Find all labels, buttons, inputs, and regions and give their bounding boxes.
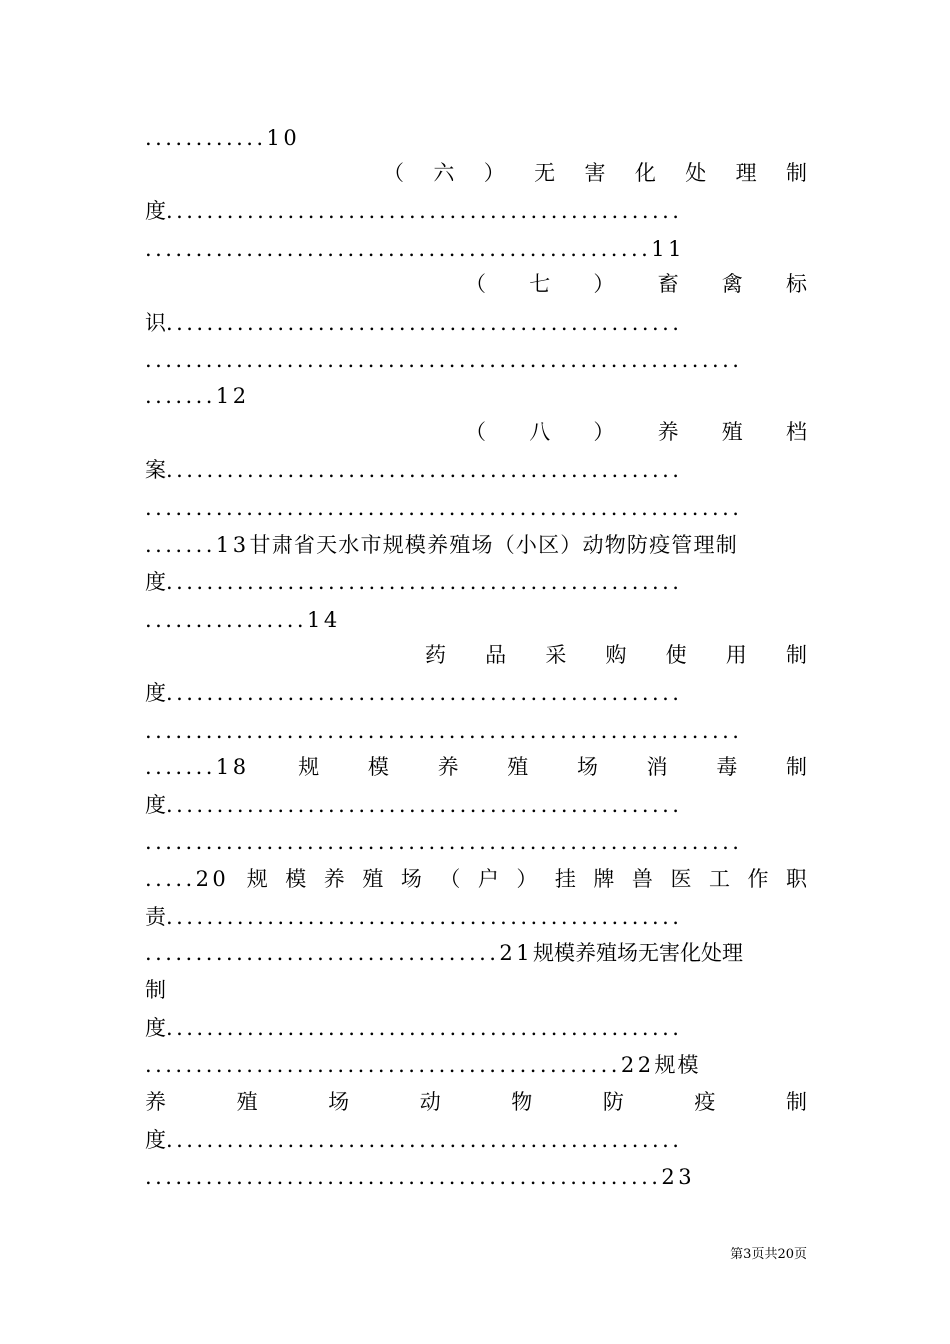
toc-entry-heading	[145, 1087, 807, 1117]
justified-row	[145, 752, 807, 782]
leader-dots: ...................................21	[145, 941, 534, 965]
toc-entry-title: 规模养殖场无害化处理	[533, 941, 744, 965]
page-number: .......13	[145, 533, 250, 557]
toc-lead-char: 度	[145, 199, 166, 223]
toc-char: 规	[298, 755, 320, 779]
toc-line	[145, 678, 807, 708]
toc-char: 规	[246, 867, 268, 891]
toc-char: 养	[657, 420, 679, 444]
toc-line	[145, 308, 807, 338]
leader-dots: ...............................................22	[145, 1053, 655, 1077]
toc-line: ...........................................................	[145, 496, 743, 520]
toc-char: 防	[602, 1090, 624, 1114]
toc-char: 模	[367, 755, 389, 779]
leader-dots: ...................................................	[166, 681, 683, 705]
toc-lead-char: 识	[145, 311, 166, 335]
toc-lead-char: 责	[145, 905, 166, 929]
leader-dots: ...................................................	[166, 793, 683, 817]
toc-char: 药	[425, 643, 446, 667]
toc-char: 场	[576, 755, 598, 779]
toc-entry-title: 甘肃省天水市规模养殖场（小区）动物防疫管理制	[249, 533, 738, 557]
leader-dots: ...................................................	[166, 311, 683, 335]
toc-char: 毒	[716, 755, 738, 779]
toc-char: 户	[477, 867, 499, 891]
toc-char: 六	[433, 161, 455, 185]
toc-char: .....20	[145, 867, 230, 891]
toc-char: 模	[285, 867, 307, 891]
toc-char: ）	[483, 161, 505, 185]
toc-char: 七	[529, 272, 551, 296]
toc-line: 制	[145, 978, 166, 1002]
toc-char: 制	[785, 643, 807, 667]
toc-line	[145, 530, 807, 560]
toc-char: 制	[786, 755, 807, 779]
justified-row	[145, 864, 807, 894]
toc-char: 场	[328, 1090, 350, 1114]
toc-lead-char: 度	[145, 570, 166, 594]
toc-char: 用	[725, 643, 747, 667]
toc-line: ...................................................23	[145, 1165, 696, 1189]
toc-line: ...........................................................	[145, 830, 743, 854]
toc-char: 医	[670, 867, 692, 891]
toc-entry-heading	[145, 752, 807, 782]
toc-entry-title: 规模	[654, 1053, 701, 1077]
justified-row	[383, 158, 807, 188]
toc-char: 职	[785, 867, 807, 891]
leader-dots: ...................................................	[166, 1016, 683, 1040]
toc-lead-char: 度	[145, 793, 166, 817]
toc-char: 挂	[554, 867, 576, 891]
leader-dots: ...................................................	[166, 458, 683, 482]
toc-char: 标	[785, 272, 807, 296]
toc-line	[145, 455, 807, 485]
toc-char: （	[465, 420, 486, 444]
toc-char: 兽	[631, 867, 653, 891]
toc-lead-char: 度	[145, 681, 166, 705]
toc-entry-heading	[145, 158, 807, 188]
toc-char: 养	[437, 755, 459, 779]
toc-char: 档	[785, 420, 807, 444]
toc-char: 牌	[593, 867, 615, 891]
toc-char: 理	[735, 161, 757, 185]
toc-char: 禽	[721, 272, 743, 296]
toc-char: 品	[485, 643, 507, 667]
toc-char: 养	[145, 1090, 166, 1114]
toc-entry-heading	[145, 269, 807, 299]
toc-line: ...........................................................	[145, 348, 743, 372]
toc-lead-char: 度	[145, 1016, 166, 1040]
toc-line	[145, 567, 807, 597]
toc-line	[145, 1013, 807, 1043]
toc-lead-char: 度	[145, 1128, 166, 1152]
toc-char: 无	[534, 161, 556, 185]
toc-char: 物	[511, 1090, 533, 1114]
toc-char: 作	[747, 867, 769, 891]
toc-char: 制	[785, 1090, 807, 1114]
toc-line: ..................................................11	[145, 237, 685, 261]
toc-char: 消	[646, 755, 668, 779]
toc-char: 殖	[362, 867, 384, 891]
toc-line: ............10	[145, 126, 301, 150]
toc-char: 场	[400, 867, 422, 891]
toc-line	[145, 790, 807, 820]
toc-char: 畜	[657, 272, 679, 296]
leader-dots: ...................................................	[166, 570, 683, 594]
toc-char: （	[439, 867, 461, 891]
toc-line: .......12	[145, 384, 250, 408]
toc-line	[145, 938, 807, 968]
leader-dots: ...................................................	[166, 1128, 683, 1152]
toc-char: 殖	[507, 755, 529, 779]
toc-char: 殖	[721, 420, 743, 444]
toc-lead-char: 案	[145, 458, 166, 482]
toc-char: 工	[708, 867, 730, 891]
leader-dots: ...................................................	[166, 905, 683, 929]
toc-line	[145, 196, 807, 226]
justified-row	[145, 1087, 807, 1117]
toc-char: 使	[665, 643, 687, 667]
page-footer: 第3页共20页	[730, 1247, 807, 1262]
toc-char: 制	[786, 161, 807, 185]
toc-line	[145, 1125, 807, 1155]
justified-row	[465, 417, 807, 447]
toc-char: 购	[605, 643, 627, 667]
toc-char: 殖	[236, 1090, 258, 1114]
toc-char: 处	[685, 161, 707, 185]
toc-char: .......18	[145, 755, 250, 779]
toc-char: 疫	[694, 1090, 716, 1114]
toc-entry-heading	[145, 864, 807, 894]
toc-line	[145, 1050, 807, 1080]
toc-char: 养	[323, 867, 345, 891]
justified-row	[425, 640, 807, 670]
toc-line: ...........................................................	[145, 719, 743, 743]
toc-char: （	[465, 272, 486, 296]
toc-char: ）	[516, 867, 538, 891]
toc-line	[145, 902, 807, 932]
toc-entry-heading	[145, 640, 807, 670]
toc-char: 害	[584, 161, 606, 185]
toc-char: ）	[593, 272, 615, 296]
toc-char: 化	[634, 161, 656, 185]
toc-char: （	[383, 161, 404, 185]
toc-line: ................14	[145, 608, 341, 632]
toc-char: ）	[593, 420, 615, 444]
toc-char: 八	[529, 420, 551, 444]
toc-char: 采	[545, 643, 567, 667]
toc-char: 动	[419, 1090, 441, 1114]
justified-row	[465, 269, 807, 299]
leader-dots: ...................................................	[166, 199, 683, 223]
toc-entry-heading	[145, 417, 807, 447]
